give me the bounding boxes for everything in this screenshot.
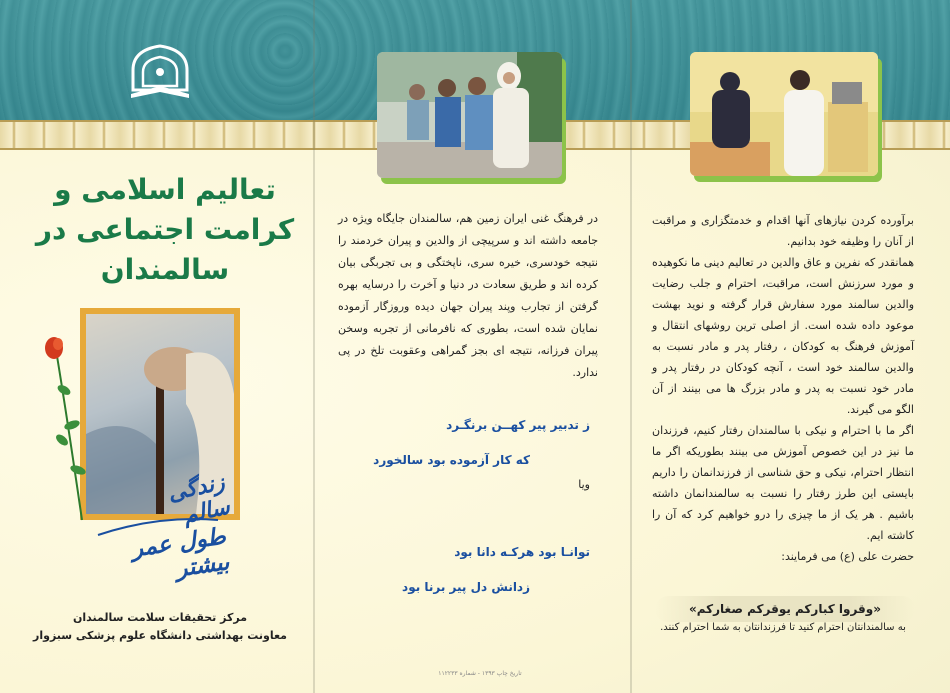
title-line-3: سالمندان	[100, 253, 230, 286]
poem2-line-2: زدانش دل پیر برنا بود	[402, 580, 530, 594]
right-paragraph-2: همانقدر که نفرین و عاق والدین در تعالیم دینی ما نکوهیده و مورد سرزنش است، مراقبت، احترام و جلب رضایت والدین سالمند مورد سفارش قرار گرفته و نوید بهشت موعود داده شده است. از اصلی ترین روشهای انتقال و آموزش فرهنگ به کودکان ، رفتار پدر و مادر نسبت به والدین سالمند خود است ، آنچه کودکان در رفتار پدر و مادر خود نسبت به پدر و مادر بزرگ ها می بینند از آن الگو می گیرند.	[652, 256, 914, 416]
fold-line-right	[630, 0, 632, 693]
middle-paragraph: در فرهنگ غنی ایران زمین هم، سالمندان جایگاه ویژه در جامعه داشته اند و سرپیچی از والدین و پیران خردمند را نتیجه خودسری، خیره سری، ناپختگی و بی تجربگی بیان کرده اند و طریق سعادت در دنیا و آخرت را درسایه بهره گرفتن از تجارب وپند پیران جهان دیده وروزگار آزموده نمایان شده است، بطوری که نافرمانی از تجربه وسخن پیران فرزانه، نتیجه ای بجز گمراهی وعقوبت تلخ در پی ندارد.	[338, 212, 598, 379]
slogan-swash-icon	[88, 475, 228, 585]
right-paragraph-3: اگر ما با احترام و نیکی با سالمندان رفتار کنیم، فرزندان ما نیز در این خصوص آموزش می بینند بطوریکه اگر ما انتظار احترام، نیکی و حق شناسی از فرزندانمان را داریم بایستی این طرز رفتار را نسبت به سالمندانمان داشته باشیم . هر یک از ما چیزی را درو خواهیم کرد که آن را کاشته ایم.	[652, 424, 914, 542]
title-line-1: تعالیم اسلامی و	[54, 173, 276, 206]
center-line-2: معاونت بهداشتی دانشگاه علوم پزشکی سبزوار	[33, 629, 287, 642]
print-info: تاریخ چاپ ۱۳۹۳ - شماره ۱۱۲۲۳۳	[438, 670, 522, 677]
slogan-line-2: طول عمر بیشتر	[129, 523, 231, 583]
brochure-title	[30, 170, 300, 290]
slogan-line-1: زندگی سالم	[165, 470, 232, 529]
elderly-women-group-photo	[377, 52, 562, 178]
poem1-line-2: که کار آزموده بود سالخورد	[373, 453, 530, 467]
nurse-elderly-care-photo	[690, 52, 878, 176]
poem1-line-1: ز تدبیر پیر کهــن برنگـرد	[446, 418, 590, 432]
right-paragraphs	[652, 210, 914, 567]
hadith-translation: به سالمندانتان احترام کنید تا فرزندانتان به شما احترام کنند.	[660, 622, 906, 633]
poem-connector: ویا	[578, 478, 590, 491]
quote-attribution: حضرت علی (ع) می فرمایند:	[781, 550, 914, 563]
hadith-quote: «وقروا کبارکم یوقرکم صغارکم»	[655, 596, 915, 622]
rose-flower-icon	[42, 330, 92, 530]
center-line-1: مرکز تحقیقات سلامت سالمندان	[72, 611, 248, 624]
right-paragraph-1: برآورده کردن نیازهای آنها اقدام و خدمتگزاری و مراقبت از آنان را وظیفه خود بدانیم.	[652, 214, 914, 248]
poem2-line-1: توانـا بود هرکـه دانا بود	[454, 545, 590, 559]
university-logo	[125, 40, 195, 102]
fold-line-left	[313, 0, 315, 693]
title-line-2: کرامت اجتماعی در	[35, 213, 295, 246]
slogan-calligraphy	[88, 470, 232, 585]
research-center-name	[30, 609, 290, 645]
